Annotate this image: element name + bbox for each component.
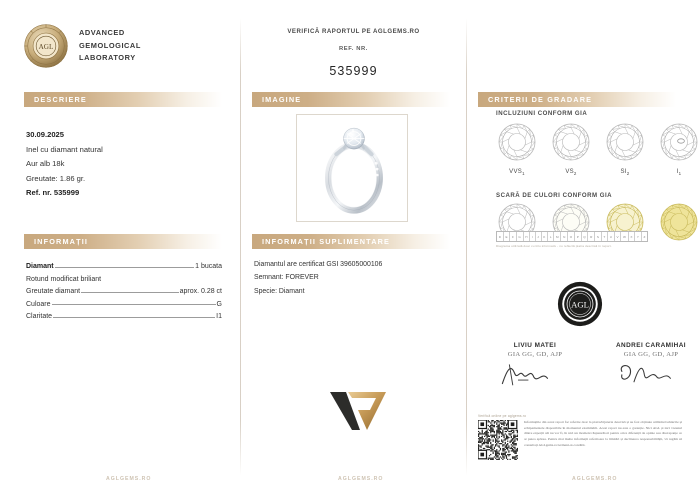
- color-scale-cell: W: [621, 232, 628, 241]
- section-header-descriere: DESCRIERE: [24, 92, 222, 107]
- color-scale-note: Diagrama utilizată doar cu titlu informativ - nu reflectă piatra descrisă în raport.: [496, 244, 612, 248]
- color-scale-cell: F: [510, 232, 516, 241]
- diamond-illustration: [551, 122, 591, 162]
- disclaimer-block: [478, 414, 682, 460]
- agl-seal-icon: [22, 22, 70, 70]
- diamond-illustration: [497, 122, 537, 162]
- color-scale-cell: Q: [582, 232, 589, 241]
- signatory-name: LIVIU MATEI: [513, 342, 557, 349]
- descriere-item: Inel cu diamant natural: [26, 144, 103, 154]
- clarity-grade-label: $VS_2$: [565, 169, 577, 177]
- color-scale-cell: V: [615, 232, 622, 241]
- color-scale-cell: Z: [643, 235, 646, 239]
- color-scale-cell: D: [497, 232, 504, 241]
- disclaimer-text: Informațiile din acest raport fac referire doar la piatra/bijuteria descrisă și au fost obținute utilizând tehnicile și echipamentele disponibile în momentul examinării. Acest raport nu este o garanție. Nici AGL și nici vreunul dintre experții săi nu vor fi, în nici un moment răspunzători pentru orice diferență de opinie sau discrepanțe ce ar putea apărea. Pentru mai multe informații referitoare la limitări și declinarea responsabilității, vă rugăm să consultați AGLgems.ro/termeni-si-conditii.: [524, 420, 682, 447]
- informatii-leader: [53, 317, 215, 318]
- informatii-row: [26, 258, 222, 270]
- color-scale-cell: S: [595, 232, 602, 241]
- color-scale-cell: K: [542, 232, 549, 241]
- clarity-grade-cell: [658, 122, 700, 176]
- color-scale-cell: G: [517, 232, 524, 241]
- descriere-date: 30.09.2025: [26, 130, 65, 139]
- informatii-row: [26, 308, 222, 320]
- informatii-leader: [55, 267, 195, 268]
- color-scale-bar: [496, 231, 648, 242]
- ring-photo-frame: [296, 114, 408, 222]
- suplim-line-1: Diamantul are certificat GSI 39605000106: [254, 261, 383, 268]
- color-scale-cell: H: [524, 232, 531, 241]
- brand-header: [22, 22, 141, 70]
- brand-line-1: ADVANCED: [79, 27, 125, 37]
- informatii-table: [26, 258, 222, 320]
- color-scale-cell: L: [548, 232, 554, 241]
- color-scale-cell: P: [575, 232, 582, 241]
- qr-code-icon[interactable]: [478, 420, 518, 460]
- informatii-value: G: [216, 300, 222, 308]
- signature-block-1: [480, 342, 590, 392]
- descriere-weight: Greutate: 1.86 gr.: [26, 173, 86, 183]
- descriere-content: [26, 128, 103, 201]
- clarity-grade-label: $VVS_1$: [509, 169, 525, 177]
- descriere-metal: Aur alb 18k: [26, 159, 65, 169]
- section-header-informatii: INFORMAȚII: [24, 234, 222, 249]
- informatii-leader: [81, 292, 178, 293]
- vv-logo-icon: [326, 388, 390, 434]
- informatii-key: Culoare: [26, 300, 51, 308]
- color-scale-cell: N: [561, 232, 568, 241]
- svg-text:AGL: AGL: [38, 42, 54, 51]
- signatory-credentials: GIA GG, GD, AJP: [507, 351, 563, 358]
- reference-label: REF. NR.: [339, 46, 368, 52]
- color-grade-cell: [658, 202, 700, 247]
- informatii-row: [26, 295, 222, 307]
- section-header-criterii: CRITERII DE GRADARE: [478, 92, 676, 107]
- informatii-key: Claritate: [26, 312, 53, 320]
- signature-block-2: [596, 342, 700, 392]
- clarity-grade-cell: [496, 122, 538, 176]
- footer-watermark: AGLGEMS.RO: [338, 476, 384, 482]
- color-scale-cell: X: [629, 232, 636, 241]
- color-scale-cell: E: [504, 232, 511, 241]
- reference-block: [241, 28, 466, 78]
- informatii-row: [26, 283, 222, 295]
- signatory-name: ANDREI CARAMIHAI: [615, 342, 687, 349]
- vertical-divider-left: [240, 18, 241, 476]
- color-scale-cell: O: [568, 232, 575, 241]
- brand-name: [79, 27, 141, 65]
- clarity-grade-cell: [550, 122, 592, 176]
- color-scale-cell: U: [608, 232, 615, 241]
- section-header-imagine: IMAGINE: [252, 92, 450, 107]
- svg-text:AGL: AGL: [571, 299, 589, 310]
- color-scale-cell: I: [530, 232, 535, 241]
- diamond-illustration: [605, 122, 645, 162]
- clarity-grade-label: $I_1$: [676, 169, 682, 177]
- suplim-line-3: Specie: Diamant: [254, 287, 305, 295]
- informatii-row: [26, 270, 222, 282]
- color-scale-cell: M: [554, 232, 561, 241]
- informatii-value: 1 bucata: [195, 263, 222, 271]
- footer-watermark: AGLGEMS.RO: [106, 476, 152, 482]
- descriere-ref: Ref. nr. 535999: [26, 188, 80, 198]
- reference-number: 535999: [329, 64, 378, 78]
- clarity-grade-label: $SI_2$: [620, 169, 630, 177]
- brand-line-3: LABORATORY: [79, 53, 136, 63]
- footer-watermark: AGLGEMS.RO: [572, 476, 618, 482]
- clarity-heading: INCLUZIUNI CONFORM GIA: [496, 110, 588, 117]
- signature-mark: [608, 361, 695, 387]
- brand-line-2: GEMOLOGICAL: [79, 40, 141, 50]
- color-scale-cell: Y: [635, 232, 642, 241]
- informatii-leader: [52, 304, 216, 305]
- section-header-informatii-suplimentare: INFORMAȚII SUPLIMENTARE: [252, 234, 450, 249]
- informatii-key: Rotund modificat briliant: [26, 275, 102, 283]
- vertical-divider-right: [466, 18, 467, 476]
- agl-seal-dark-icon: [556, 280, 604, 328]
- informatii-value: aprox. 0.28 ct: [179, 288, 222, 296]
- clarity-grade-cell: [604, 122, 646, 176]
- clarity-diamond-row: [496, 122, 700, 176]
- signature-mark: [492, 361, 579, 387]
- signatory-credentials: GIA GG, GD, AJP: [623, 351, 679, 358]
- color-heading: SCARĂ DE CULORI CONFORM GIA: [496, 192, 613, 199]
- color-scale-cell: T: [602, 232, 608, 241]
- informatii-key: Diamant: [26, 263, 54, 271]
- diamond-illustration: [659, 122, 699, 162]
- disclaimer-title: Verifică online pe aglgems.ro: [478, 414, 527, 418]
- informatii-key: Greutate diamant: [26, 288, 81, 296]
- informatii-value: I1: [216, 312, 222, 320]
- informatii-suplimentare-content: [254, 258, 382, 298]
- color-scale-cell: J: [536, 232, 542, 241]
- ring-photo: [297, 115, 407, 221]
- diamond-illustration: [659, 202, 699, 242]
- verify-url-text: VERIFICĂ RAPORTUL PE AGLGEMS.RO: [287, 28, 420, 35]
- suplim-line-2: Semnant: FOREVER: [254, 274, 319, 282]
- color-scale-cell: R: [588, 232, 595, 241]
